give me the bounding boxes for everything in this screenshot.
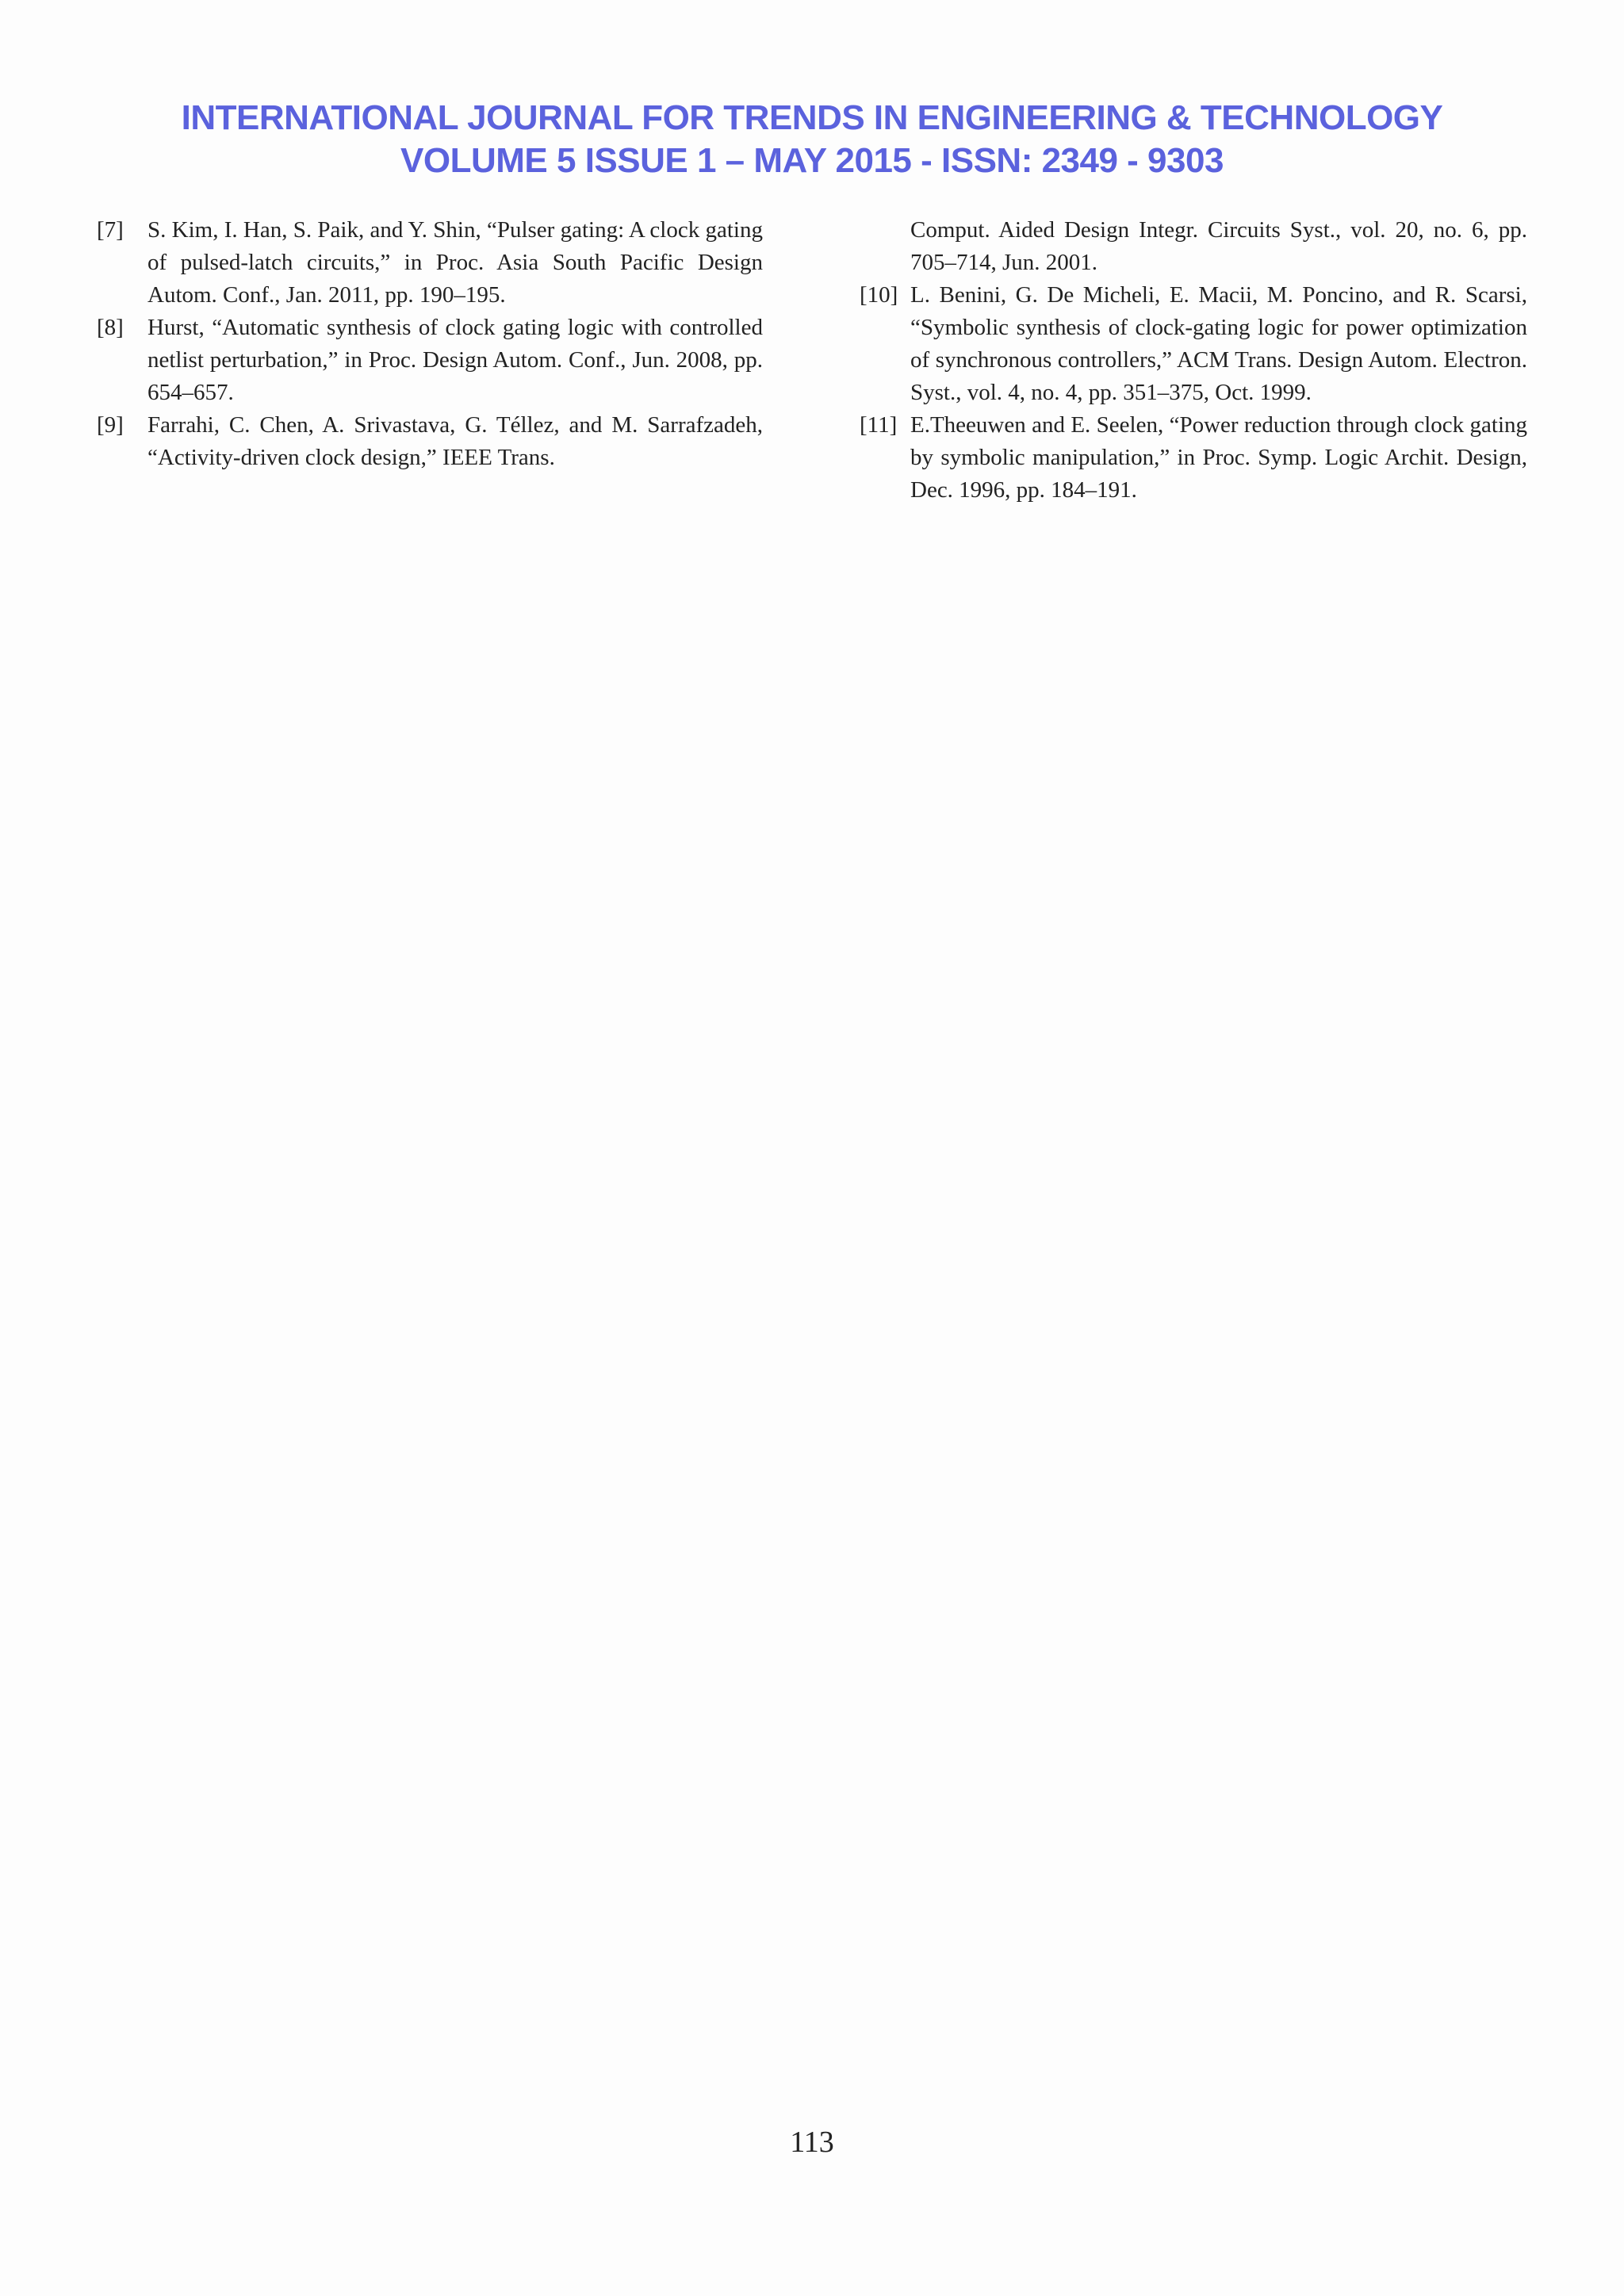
reference-number: [10] (860, 282, 898, 308)
reference-number: [7] (97, 217, 124, 243)
page-number: 113 (790, 2126, 834, 2159)
reference-number: [11] (860, 412, 898, 438)
reference-continuation: Comput. Aided Design Integr. Circuits Syst., vol. 20, no. 6, pp. 705–714, Jun. 2001. (910, 217, 1527, 275)
references-right-column (860, 214, 1527, 507)
reference-item (860, 409, 1527, 507)
reference-number: [8] (97, 315, 124, 340)
reference-item (860, 279, 1527, 409)
reference-text: Hurst, “Automatic synthesis of clock gating logic with controlled netlist perturbation,” in Proc. Design Autom. Conf., Jun. 2008, pp. 654–657. (147, 315, 763, 405)
reference-item (97, 214, 763, 312)
references-left-column (97, 214, 763, 474)
journal-header (0, 97, 1624, 182)
reference-text: Farrahi, C. Chen, A. Srivastava, G. Téllez, and M. Sarrafzadeh, “Activity-driven clock design,” IEEE Trans. (147, 412, 763, 470)
reference-item (97, 409, 763, 474)
reference-text: L. Benini, G. De Micheli, E. Macii, M. Poncino, and R. Scarsi, “Symbolic synthesis of clock-gating logic for power optimization of synchronous controllers,” ACM Trans. Design Autom. Electron. Syst., vol. 4, no. 4, pp. 351–375, Oct. 1999. (910, 282, 1527, 405)
journal-title: INTERNATIONAL JOURNAL FOR TRENDS IN ENGINEERING & TECHNOLOGY (181, 98, 1443, 137)
reference-item (97, 312, 763, 409)
reference-number: [9] (97, 412, 124, 438)
reference-text: E.Theeuwen and E. Seelen, “Power reduction through clock gating by symbolic manipulation,” in Proc. Symp. Logic Archit. Design, Dec. 1996, pp. 184–191. (910, 412, 1527, 503)
journal-issue-info: VOLUME 5 ISSUE 1 – MAY 2015 - ISSN: 2349 - 9303 (400, 141, 1224, 180)
reference-text: S. Kim, I. Han, S. Paik, and Y. Shin, “Pulser gating: A clock gating of pulsed-latch circuits,” in Proc. Asia South Pacific Design Autom. Conf., Jan. 2011, pp. 190–195. (147, 217, 763, 308)
